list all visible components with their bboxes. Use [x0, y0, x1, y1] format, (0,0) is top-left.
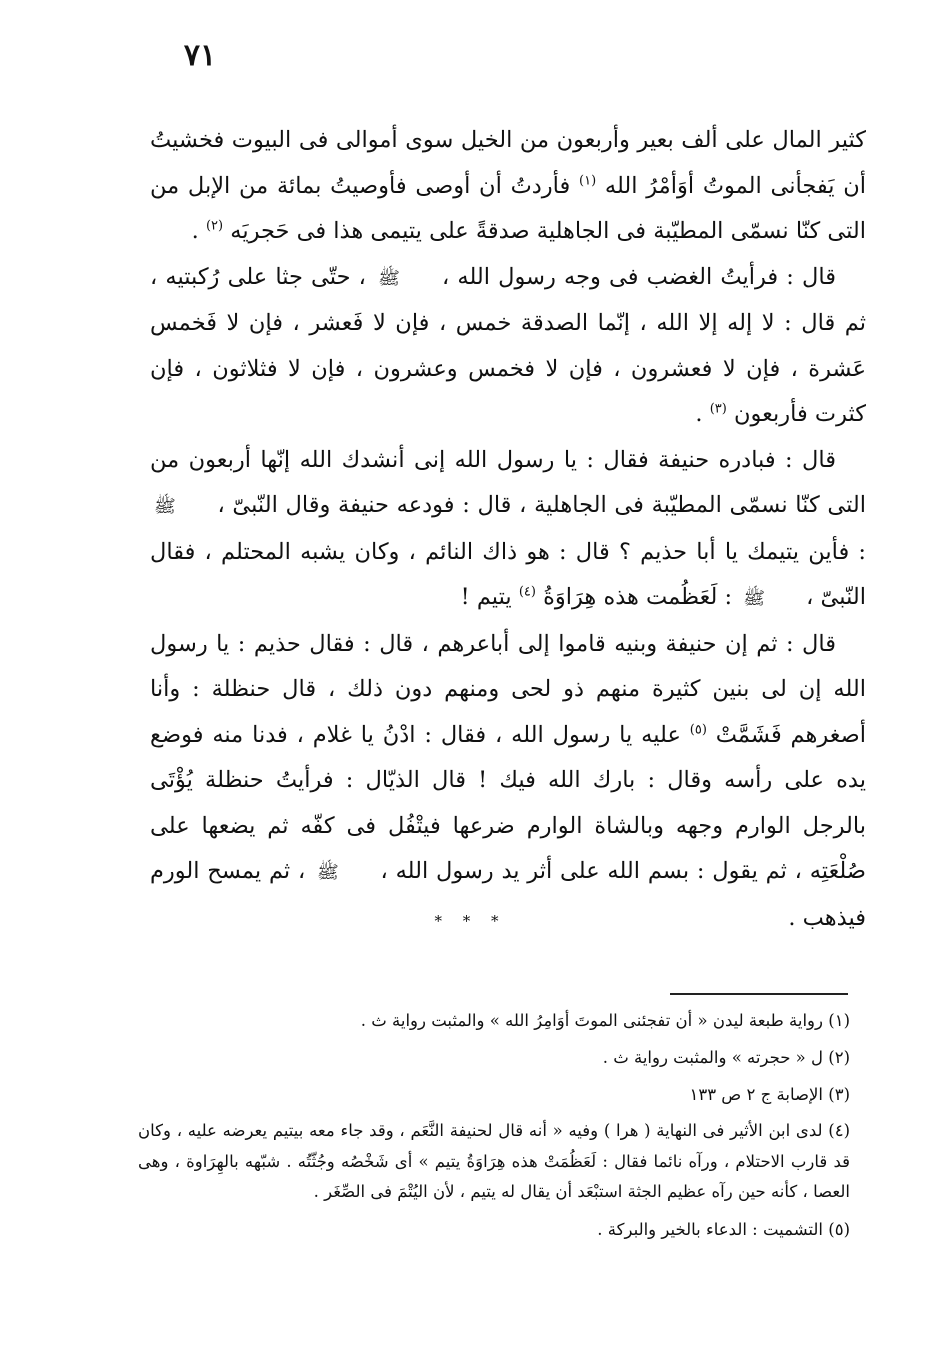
paragraph-2-end: . — [695, 401, 703, 427]
paragraph-1-text: كثير المال على ألف بعير وأربعون من الخيل سوى أموالى فى البيوت فخشيتُ أن يَفجأنى الموتُ أوَأمْرُ الله — [150, 127, 867, 199]
footnote-3: (٣) الإصابة ج ٢ ص ١٣٣ — [689, 1085, 850, 1104]
paragraph-3-end: يتيم ! — [460, 584, 512, 610]
paragraph-3-text-a: قال : فبادره حنيفة فقال : يا رسول الله إنى أنشدك الله إنّها أربعون من التى كنّا نسمّى المطيّبة فى الجاهلية ، قال : فودعه حنيفة وقال النّبىّ ، — [150, 446, 866, 518]
paragraph-3-text-b: : فأين يتيمك يا أبا حذيم ؟ قال : هو ذاك النائم ، وكان يشبه المحتلم ، فقال النّبىّ ، — [150, 538, 866, 610]
paragraph-4-text-b: عليه يا رسول الله ، فقال : ادْنُ يا غلام ، فدنا منه فوضع يده على رأسه وقال : بارك الله فيك ! قال الذيّال : فرأيتُ حنظلة يُؤْتَى بالرجل الوارم وجهه وبالشاة الوارم ضرعها فيتْفُل فى كفّه ثم يضعها على صُلْعَتِه ، ثم يقول : بسم الله على أثر يد رسول الله ، — [150, 721, 866, 884]
paragraph-2-text-b: ، حتّى جثا على رُكبتيه ، ثم قال : لا إله إلا الله ، إنّما الصدقة خمس ، فإن لا فَعشر ، فإن لا فَخمس عَشرة ، فإن لا فعشرون ، فإن لا فخمس وعشرون ، فإن لا فثلاثون ، فإن كثرت فأربعون — [150, 263, 866, 427]
footnotes — [138, 1005, 850, 1251]
paragraph-2 — [150, 255, 866, 438]
footnote-4: (٤) لدى ابن الأثير فى النهاية ( هرا ) وفيه « أنه قال لحنيفة النَّعَم ، وقد جاء معه بيتيم يعرضه عليه ، وكان قد قارب الاحتلام ، ورآه نائما فقال : لَعَظُمَتْ هذه هِرَاوَةُ يتيم » أى شَخْصُه وجُثّتُه . شبّهه بالهِرَاوة ، وهى العصا ، كأنه حين رآه عظيم الجثة استبْعَد أن يقال له يتيم ، لأن اليُتْمَ فى الصِّغَر . — [138, 1121, 850, 1201]
footnote-divider — [670, 993, 848, 995]
footnote-ref-3: (٣) — [709, 401, 727, 417]
salla-ligature: ﷺ — [154, 496, 176, 517]
paragraph-1-end: . — [191, 218, 199, 244]
footnote-2: (٢) ل « حجرته » والمثبت رواية ث . — [602, 1048, 850, 1067]
salla-ligature: ﷺ — [378, 267, 400, 289]
footnote-ref-2: (٢) — [205, 218, 224, 234]
salla-ligature: ﷺ — [743, 588, 765, 609]
paragraph-4-text-c: ، ثم يمسح الورم فيذهب . — [150, 858, 866, 931]
paragraph-1-continued: فأردتُ أن أوصى فأوصيتُ بمائة من الإبل من التى كنّا نسمّى المطيّبة فى الجاهلية صدقةً على يتيمى هذا فى حَجريَه — [150, 172, 866, 244]
paragraph-2-text-a: قال : فرأيتُ الغضب فى وجه رسول الله ، — [441, 263, 836, 290]
salla-ligature: ﷺ — [317, 862, 339, 883]
footnote-ref-1: (١) — [579, 173, 597, 188]
page-number: ٧١ — [183, 38, 217, 73]
paragraph-4 — [150, 622, 866, 942]
footnote-1: (١) رواية طبعة ليدن « أن تفجئنى الموتَ أوَامِرُ الله » والمثبت رواية ث . — [360, 1011, 850, 1030]
section-separator: * * * — [434, 912, 507, 930]
main-text — [150, 118, 866, 941]
paragraph-3-text-c: : لَعَظُمت هذه هِرَاوَةُ — [543, 584, 733, 610]
paragraph-1 — [150, 118, 866, 255]
paragraph-3 — [150, 438, 866, 622]
footnote-5: (٥) التشميت : الدعاء بالخير والبركة . — [597, 1219, 850, 1239]
footnote-ref-4: (٤) — [518, 584, 536, 600]
paragraph-4-text-a: قال : ثم إن حنيفة وبنيه قاموا إلى أباعرهم ، قال : فقال حذيم : يا رسول الله إن لى بنين كثيرة منهم ذو لحى ومنهم دون ذلك ، قال حنظلة : وأنا أصغرهم فَشَمَّتْ — [150, 630, 867, 748]
footnote-ref-5: (٥) — [689, 722, 707, 737]
